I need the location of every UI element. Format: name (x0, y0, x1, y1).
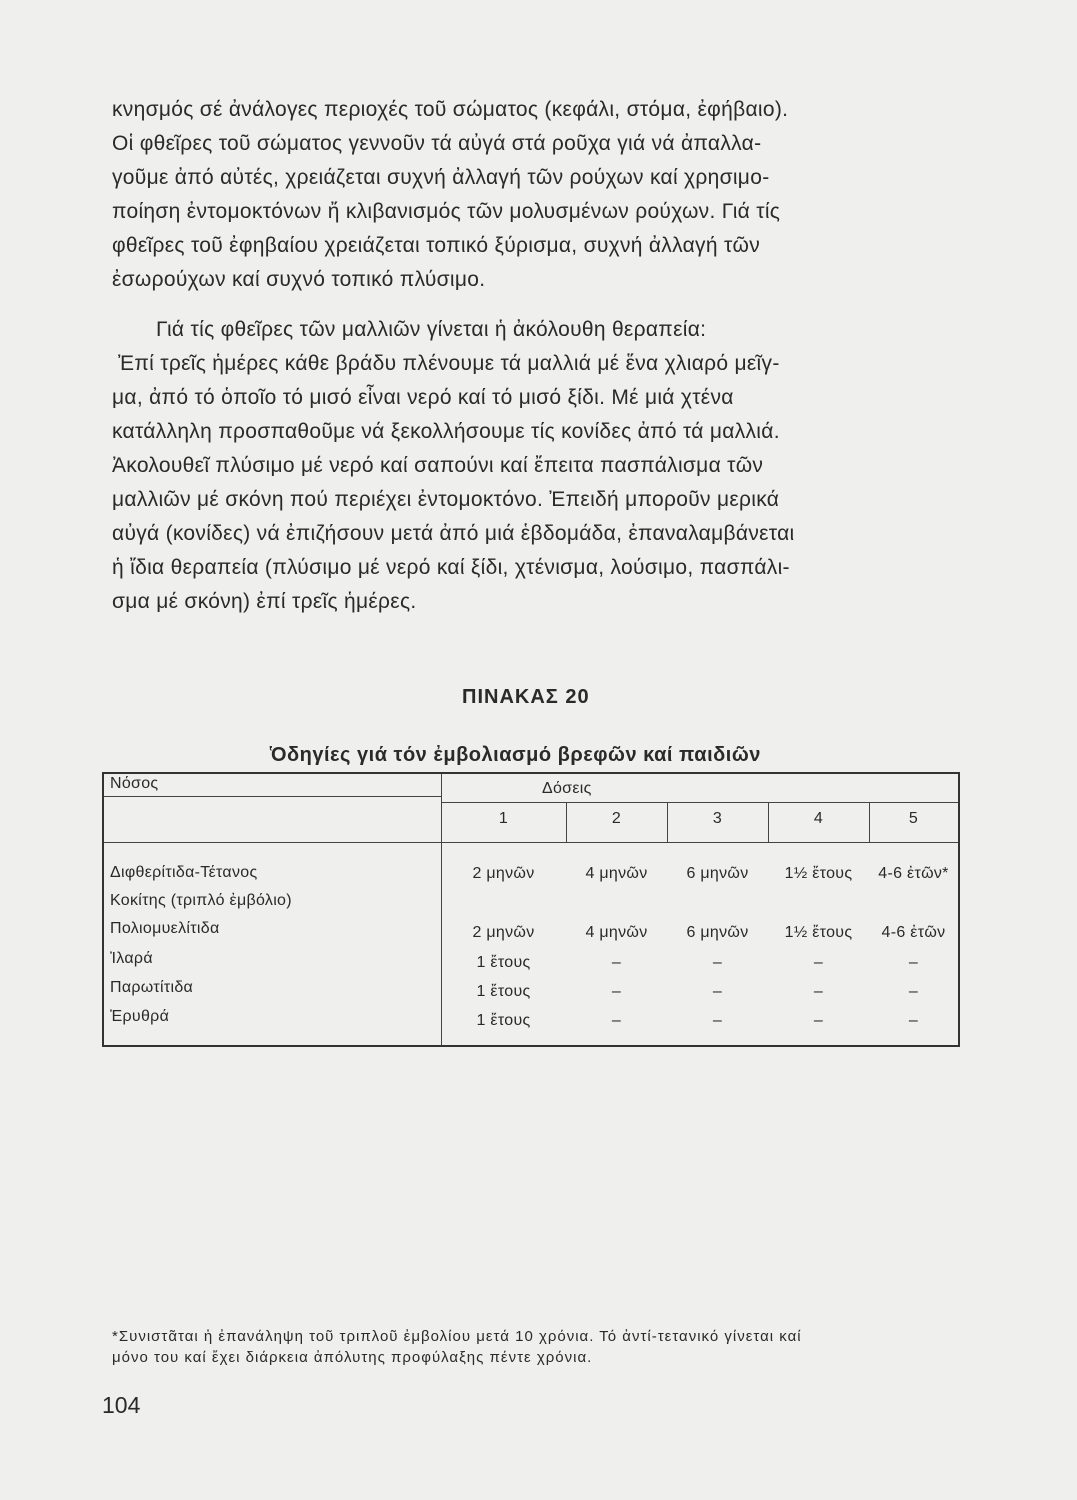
disease-name: Διφθερίτιδα-Τέτανος (110, 864, 258, 881)
header-rule (104, 796, 441, 797)
dose-cell: 1 ἔτους (476, 983, 531, 1000)
dose-cell: – (908, 954, 919, 971)
dose-cell: 1 ἔτους (476, 954, 531, 971)
text-line: ποίηση ἐντομοκτόνων ἤ κλιβανισμός τῶν μολυσμένων ρούχων. Γιά τίς (112, 200, 781, 223)
text-line: Ἐπί τρεῖς ἡμέρες κάθε βράδυ πλένουμε τά μαλλιά μέ ἕνα χλιαρό μεῖγ- (118, 352, 780, 375)
dose-cell: 1½ ἔτους (784, 865, 853, 882)
dose-cell: 1½ ἔτους (784, 924, 853, 941)
dose-cell: – (908, 983, 919, 1000)
dose-cell: 4-6 ἐτῶν (881, 924, 946, 941)
disease-header: Νόσος (110, 775, 159, 792)
dose-cell: – (712, 983, 723, 1000)
header-rule (441, 802, 958, 803)
disease-name: Κοκίτης (τριπλό ἐμβόλιο) (110, 892, 292, 909)
table-title: ΠΙΝΑΚΑΣ 20 (462, 686, 590, 708)
dose-cell: – (908, 1012, 919, 1029)
doses-header: Δόσεις (542, 780, 592, 797)
dose-cell: – (611, 983, 622, 1000)
vaccination-table (102, 772, 960, 1047)
dose-cell: – (611, 954, 622, 971)
dose-cell: 2 μηνῶν (472, 924, 535, 941)
dose-cell: – (813, 954, 824, 971)
dose-cell: 6 μηνῶν (686, 924, 749, 941)
dose-number: 5 (908, 810, 919, 827)
text-line: κατάλληλη προσπαθοῦμε νά ξεκολλήσουμε τίς κονίδες ἀπό τά μαλλιά. (112, 420, 780, 443)
disease-name: Ἰλαρά (110, 950, 153, 967)
text-line: Ἀκολουθεῖ πλύσιμο μέ νερό καί σαπούνι καί ἔπειτα πασπάλισμα τῶν (112, 454, 764, 477)
disease-name: Πολιομυελίτιδα (110, 920, 220, 937)
text-line: γοῦμε ἀπό αὐτές, χρειάζεται συχνή ἀλλαγή τῶν ρούχων καί χρησιμο- (112, 166, 770, 189)
dose-cell: – (813, 983, 824, 1000)
dose-number: 3 (712, 810, 723, 827)
dose-cell: 6 μηνῶν (686, 865, 749, 882)
dose-number: 1 (498, 810, 509, 827)
dose-cell: 4 μηνῶν (585, 865, 648, 882)
text-line: ἡ ἴδια θεραπεία (πλύσιμο μέ νερό καί ξίδι, χτένισμα, λούσιμο, πασπάλι- (112, 556, 790, 579)
paragraph-lice-body (112, 93, 964, 297)
dose-cell: 4-6 ἐτῶν* (878, 865, 949, 882)
text-line: Γιά τίς φθεῖρες τῶν μαλλιῶν γίνεται ἡ ἀκόλουθη θεραπεία: (156, 318, 707, 341)
text-line: φθεῖρες τοῦ ἐφηβαίου χρειάζεται τοπικό ξύρισμα, συχνή ἀλλαγή τῶν (112, 234, 761, 257)
disease-name: Παρωτίτιδα (110, 979, 194, 996)
dose-cell: 2 μηνῶν (472, 865, 535, 882)
dose-number: 2 (611, 810, 622, 827)
dose-cell: 4 μηνῶν (585, 924, 648, 941)
paragraph-lice-hair (112, 313, 964, 619)
text-line: κνησμός σέ ἀνάλογες περιοχές τοῦ σώματος (κεφάλι, στόμα, ἐφήβαιο). (112, 98, 789, 121)
dose-cell: – (712, 1012, 723, 1029)
text-line: Οἱ φθεῖρες τοῦ σώματος γεννοῦν τά αὐγά στά ροῦχα γιά νά ἀπαλλα- (112, 132, 762, 155)
text-line: αὐγά (κονίδες) νά ἐπιζήσουν μετά ἀπό μιά ἑβδομάδα, ἐπαναλαμβάνεται (112, 522, 795, 545)
disease-name: Ἐρυθρά (110, 1008, 170, 1025)
text-line: σμα μέ σκόνη) ἐπί τρεῖς ἡμέρες. (112, 590, 417, 613)
text-line: μα, ἀπό τό ὁποῖο τό μισό εἶναι νερό καί τό μισό ξίδι. Μέ μιά χτένα (112, 386, 734, 409)
dose-cell: – (813, 1012, 824, 1029)
text-line: ἐσωρούχων καί συχνό τοπικό πλύσιμο. (112, 268, 486, 291)
text-line: μαλλιῶν μέ σκόνη πού περιέχει ἐντομοκτόνο. Ἐπειδή μποροῦν μερικά (112, 488, 780, 511)
footnote-line: *Συνιστᾶται ἡ ἐπανάληψη τοῦ τριπλοῦ ἐμβολίου μετά 10 χρόνια. Τό ἀντί-τετανικό γίνεται καί (112, 1328, 802, 1345)
dose-cell: 1 ἔτους (476, 1012, 531, 1029)
page-number: 104 (102, 1392, 141, 1418)
footnote-line: μόνο του καί ἔχει διάρκεια ἀπόλυτης προφύλαξης πέντε χρόνια. (112, 1349, 593, 1366)
dose-number: 4 (813, 810, 824, 827)
dose-cell: – (611, 1012, 622, 1029)
header-rule (104, 842, 958, 843)
dose-cell: – (712, 954, 723, 971)
table-caption: Ὁδηγίες γιά τόν ἐμβολιασμό βρεφῶν καί παιδιῶν (270, 744, 761, 766)
